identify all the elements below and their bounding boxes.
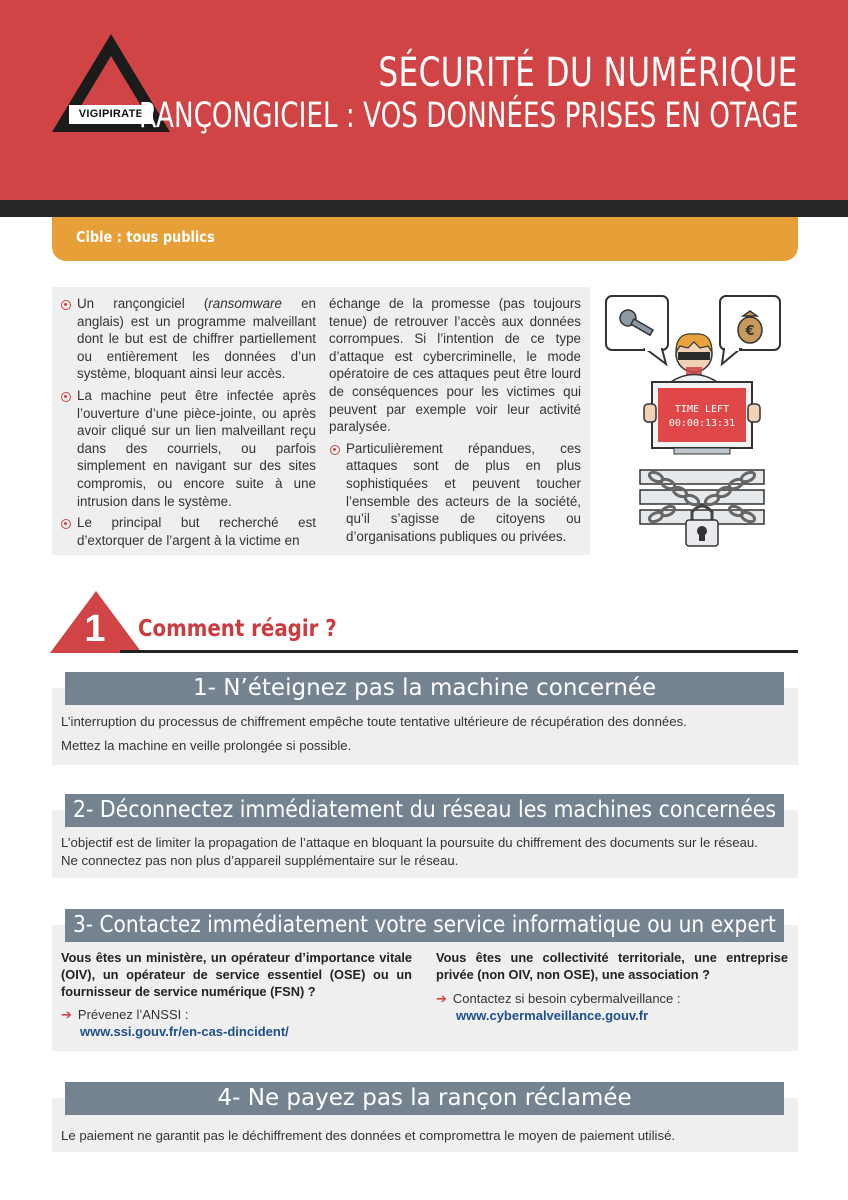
section-title: Comment réagir ? <box>138 616 337 642</box>
key-icon <box>606 296 668 364</box>
intro-box <box>52 287 590 555</box>
step-1-text: L’interruption du processus de chiffrement empêche toute tentative ultérieure de récupération des données. <box>61 714 687 729</box>
step-4-title: 4- Ne payez pas la rançon réclamée <box>217 1085 632 1111</box>
intro-column-right <box>329 295 581 549</box>
screen-text-line1: TIME LEFT <box>674 404 730 415</box>
ransomware-illustration <box>604 292 784 557</box>
intro-paragraph-continued: échange de la promesse (pas toujours tenue) de retrouver l’accès aux données corrompues. Si l’intention de ce type d’attaque est cybercriminelle, le mode opératoire de ces attaques peut être lourd de conséquences pour les victimes qui peuvent par exemple voir leur activité paralysée. <box>329 296 581 435</box>
step-3-right-question: Vous êtes une collectivité territoriale, une entreprise privée (non OIV, non OSE), une association ? <box>436 950 788 982</box>
step-3-right-action <box>436 990 681 1007</box>
step-4-header <box>65 1082 784 1115</box>
intro-paragraph: Le principal but recherché est d’extorquer de l’argent à la victime en <box>60 514 316 549</box>
target-audience-band <box>52 217 798 261</box>
step-2-text: Ne connectez pas non plus d’appareil supplémentaire sur le réseau. <box>61 853 459 868</box>
anssi-link[interactable]: www.ssi.gouv.fr/en-cas-dincident/ <box>80 1024 289 1039</box>
target-audience-label: Cible : tous publics <box>76 228 215 246</box>
step-1-header <box>65 672 784 705</box>
intro-paragraph: La machine peut être infectée après l’ouverture d’une pièce-jointe, ou après avoir cliqué sur un lien malveillant reçu dans des courriels, ou parfois simplement en navigant sur des sites compromis, ou encore suite à une intrusion dans le système. <box>60 387 316 510</box>
step-3-left-action <box>61 1006 188 1023</box>
step-3-left-action-text: Prévenez l’ANSSI : <box>77 1007 189 1022</box>
hacker-icon <box>664 334 724 387</box>
header-dark-bar <box>0 200 848 217</box>
screen-text-line2: 00:00:13:31 <box>668 418 736 429</box>
step-3-left-question: Vous êtes un ministère, un opérateur d’importance vitale (OIV), un opérateur de service essentiel (OSE) ou un fournisseur de service numérique (FSN) ? <box>61 950 412 999</box>
step-3-title: 3- Contactez immédiatement votre service informatique ou un expert <box>73 912 776 938</box>
logo-label: VIGIPIRATE <box>69 105 153 124</box>
intro-paragraph: Particulièrement répandues, ces attaques sont de plus en plus sophistiquées et peuvent toucher l’ensemble des acteurs de la société, qu’il s’agisse de citoyens ou d’organisations publiques ou privées. <box>329 440 581 546</box>
step-2-text: L’objectif est de limiter la propagation de l’attaque en bloquant la poursuite du chiffrement des documents sur le réseau. <box>61 835 758 850</box>
money-bag-icon <box>720 296 780 364</box>
section-divider <box>120 650 798 653</box>
page-title: SÉCURITÉ DU NUMÉRIQUE <box>378 50 798 96</box>
money-symbol: € <box>745 324 755 339</box>
cybermalveillance-link[interactable]: www.cybermalveillance.gouv.fr <box>456 1008 649 1023</box>
step-2-title: 2- Déconnectez immédiatement du réseau les machines concernées <box>73 797 777 823</box>
arrow-right-icon: ➔ <box>436 991 447 1006</box>
intro-paragraph: Un rançongiciel (ransomware en anglais) est un programme malveillant dont le but est de chiffrer partiellement ou entièrement les données d’un système, bloquant ainsi leur accès. <box>60 295 316 383</box>
arrow-right-icon: ➔ <box>61 1007 72 1022</box>
step-2-header <box>65 794 784 827</box>
intro-column-left <box>60 295 316 553</box>
step-1-title: 1- N’éteignez pas la machine concernée <box>193 675 657 701</box>
step-1-text: Mettez la machine en veille prolongée si possible. <box>61 738 352 753</box>
page-subtitle: RANÇONGICIEL : VOS DONNÉES PRISES EN OTAGE <box>138 96 798 136</box>
step-3-header <box>65 909 784 942</box>
section-number: 1 <box>84 608 106 650</box>
step-4-text: Le paiement ne garantit pas le déchiffrement des données et compromettra le moyen de paiement utilisé. <box>61 1128 676 1143</box>
step-3-right-action-text: Contactez si besoin cybermalveillance : <box>452 991 681 1006</box>
